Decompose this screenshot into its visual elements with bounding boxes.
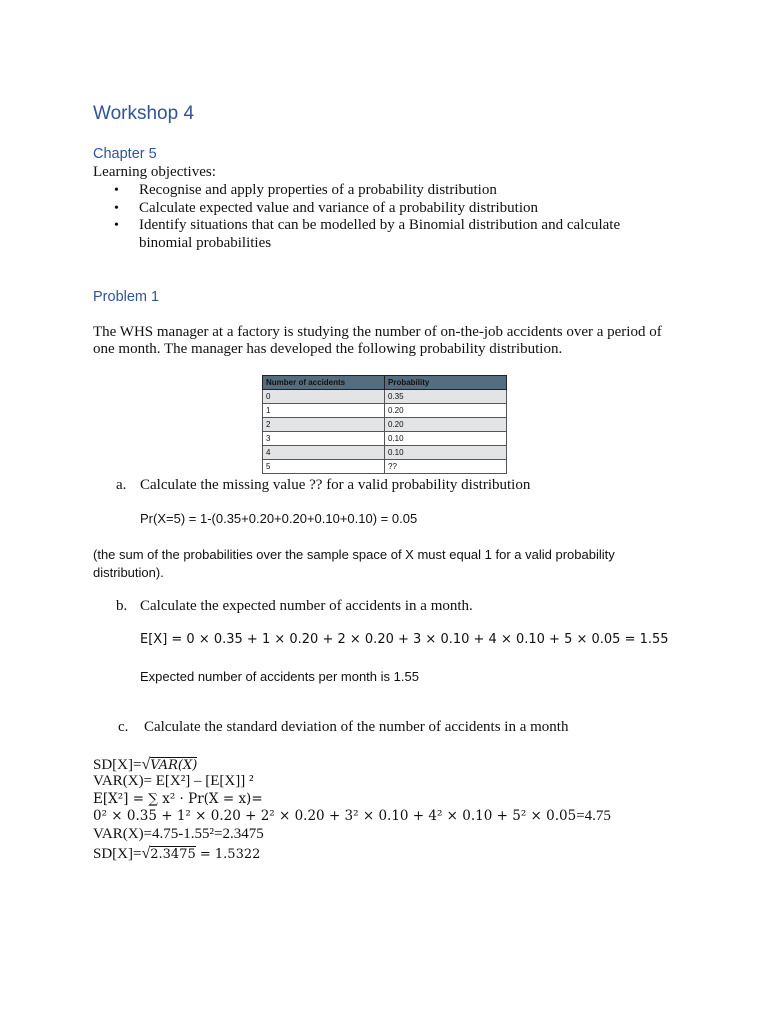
chapter-heading: Chapter 5 bbox=[93, 146, 157, 162]
sqrt-icon: √ bbox=[141, 756, 151, 773]
problem-text: The WHS manager at a factory is studying the number of on-the-job accidents over a period of one month. The manager has developed the following probability distribution. bbox=[93, 324, 662, 357]
objective-item: • Calculate expected value and variance of a probability distribution bbox=[114, 199, 539, 216]
table-cell: 2 bbox=[263, 418, 385, 432]
part-a-question: Calculate the missing value ?? for a valid probability distribution bbox=[140, 477, 531, 493]
table-cell: 0.35 bbox=[385, 390, 507, 404]
objective-item: • Recognise and apply properties of a probability distribution bbox=[114, 182, 497, 198]
table-row bbox=[263, 460, 507, 474]
page-title: Workshop 4 bbox=[93, 103, 195, 124]
part-a-answer: Pr(X=5) = 1-(0.35+0.20+0.20+0.10+0.10) = 0.05 bbox=[140, 511, 418, 526]
table-cell: 1 bbox=[263, 404, 385, 418]
bullet-icon: • bbox=[114, 218, 119, 233]
part-c-question: Calculate the standard deviation of the number of accidents in a month bbox=[144, 719, 569, 735]
table-header: Probability bbox=[385, 376, 507, 390]
table-cell: 0.20 bbox=[385, 404, 507, 418]
table-cell: 0.10 bbox=[385, 432, 507, 446]
table-cell: 5 bbox=[263, 460, 385, 474]
table-cell: 0.20 bbox=[385, 418, 507, 432]
bullet-icon: • bbox=[114, 200, 119, 216]
table-cell: ?? bbox=[385, 460, 507, 474]
objectives-list bbox=[93, 182, 673, 252]
table-row bbox=[263, 446, 507, 460]
table-header-row bbox=[263, 376, 507, 390]
ex2-definition: E[X²] = ∑ x² · Pr(X = x)= bbox=[93, 791, 263, 807]
var-definition: VAR(X)= E[X²] – [E[X]] ² bbox=[93, 773, 254, 789]
table-cell: 0 bbox=[263, 390, 385, 404]
objectives-label: Learning objectives: bbox=[93, 164, 216, 180]
part-b-answer: Expected number of accidents per month is 1.55 bbox=[140, 669, 419, 684]
expected-value-formula: E[X] = 0 × 0.35 + 1 × 0.20 + 2 × 0.20 + 3 × 0.10 + 4 × 0.10 + 5 × 0.05 = 1.55 bbox=[140, 632, 669, 647]
sd-radicand: VAR(X) bbox=[150, 758, 198, 773]
objective-item: • Identify situations that can be modelled by a Binomial distribution and calculate binomial probabilities bbox=[114, 217, 621, 251]
table-cell: 0.10 bbox=[385, 446, 507, 460]
part-a-note: (the sum of the probabilities over the sample space of X must equal 1 for a valid probability distribution). bbox=[93, 547, 615, 580]
var-calculation: VAR(X)=4.75-1.55²=2.3475 bbox=[93, 826, 264, 842]
table-row bbox=[263, 418, 507, 432]
table-header: Number of accidents bbox=[263, 376, 385, 390]
sd-definition: SD[X]=√VAR(X) bbox=[93, 756, 198, 773]
ex2-calculation: 0² × 0.35 + 1² × 0.20 + 2² × 0.20 + 3² × 0.10 + 4² × 0.10 + 5² × 0.05=4.75 bbox=[93, 808, 611, 824]
table-row bbox=[263, 432, 507, 446]
part-b-question: Calculate the expected number of accidents in a month. bbox=[140, 598, 473, 614]
sqrt-icon: √ bbox=[141, 845, 151, 862]
problem-heading: Problem 1 bbox=[93, 289, 160, 305]
bullet-icon: • bbox=[114, 183, 119, 198]
part-b-label: b. bbox=[116, 598, 128, 614]
table-cell: 4 bbox=[263, 446, 385, 460]
part-c-label: c. bbox=[118, 719, 129, 735]
part-a-label: a. bbox=[116, 477, 127, 493]
table-row bbox=[263, 390, 507, 404]
table-cell: 3 bbox=[263, 432, 385, 446]
sd-calc-radicand: 2.3475 bbox=[150, 847, 196, 862]
sd-calculation: SD[X]=√2.3475 = 1.5322 bbox=[93, 845, 261, 862]
probability-table bbox=[262, 375, 507, 474]
table-row bbox=[263, 404, 507, 418]
